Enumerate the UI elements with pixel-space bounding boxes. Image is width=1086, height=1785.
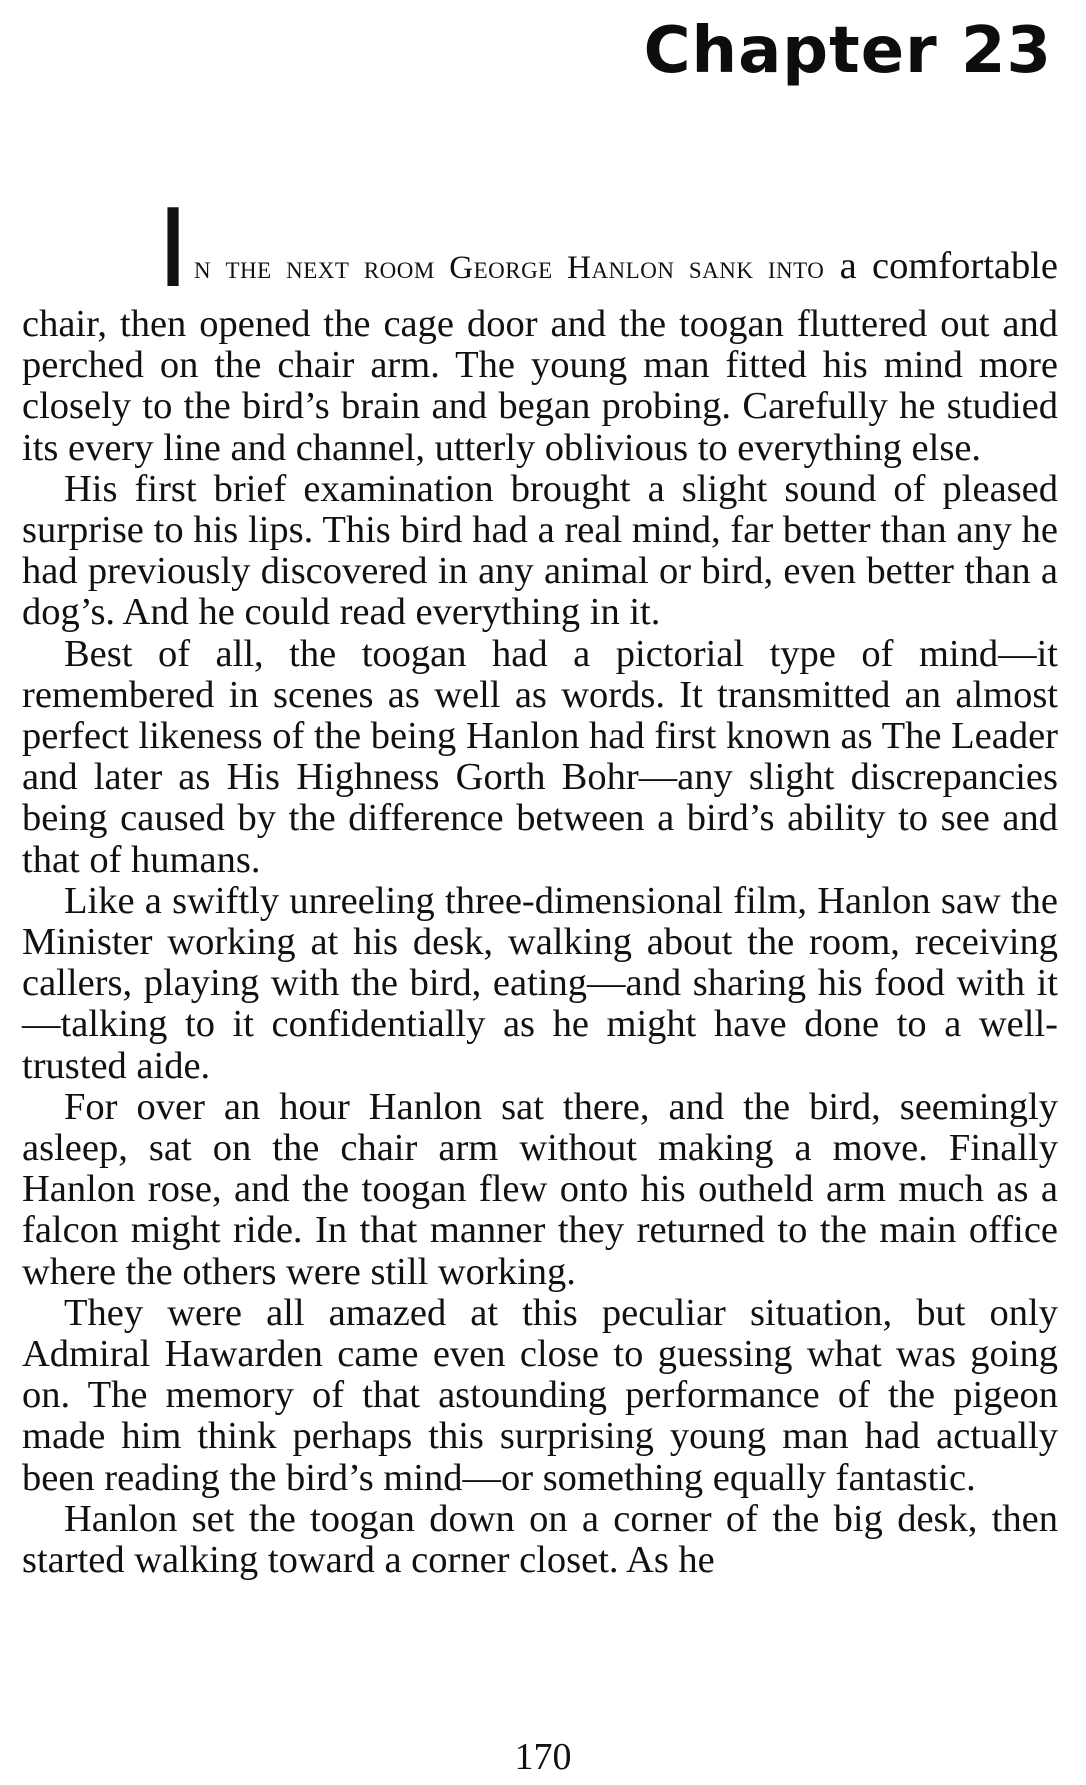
paragraph-6: They were all amazed at this peculiar situation, but only Admiral Hawarden came even close to guessing what was going on. The memory of that astounding performance of the pigeon made him think perhaps this surprising young man had actually been reading the bird’s mind—or something equally fantastic. — [22, 1291, 1058, 1499]
drop-cap: I — [162, 187, 185, 312]
chapter-heading: Chapter 23 — [643, 14, 1052, 88]
paragraph-4: Like a swiftly unreeling three-dimensional film, Hanlon saw the Minister working at his desk, walking about the room, receiving callers, playing with the bird, eating—and sharing his food with it—talking to it confidentially as he might have done to a well-trusted aide. — [22, 879, 1058, 1087]
page-number: 170 — [514, 1736, 572, 1778]
paragraph-5: For over an hour Hanlon sat there, and the bird, seemingly asleep, sat on the chair arm without making a move. Finally Hanlon rose, and the toogan flew onto his outheld arm much as a falcon might ride. In that manner they returned to the main office where the others were still working. — [22, 1085, 1058, 1293]
opening-small-caps: n the next room George Hanlon sank into — [194, 250, 825, 286]
paragraph-7: Hanlon set the toogan down on a corner of the big desk, then started walking toward a corner closet. As he — [22, 1497, 1058, 1582]
paragraph-1 — [22, 187, 1059, 469]
paragraph-3: Best of all, the toogan had a pictorial type of mind—it remembered in scenes as well as words. It transmitted an almost perfect likeness of the being Hanlon had first known as The Leader and later as His Highness Gorth Bohr—any slight discrepancies being caused by the difference between a bird’s ability to see and that of humans. — [22, 632, 1058, 881]
paragraph-2: His first brief examination brought a slight sound of pleased surprise to his lips. This bird had a real mind, far better than any he had previously discovered in any animal or bird, even better than a dog’s. And he could read everything in it. — [22, 467, 1058, 634]
chapter-body — [22, 187, 1059, 1582]
paragraph-1-text: a comfortable chair, then opened the cage door and the toogan fluttered out and perched on the chair arm. The young man fitted his mind more closely to the bird’s brain and began probing. Carefully he studied its every line and channel, utterly oblivious to everything else. — [22, 245, 1059, 469]
